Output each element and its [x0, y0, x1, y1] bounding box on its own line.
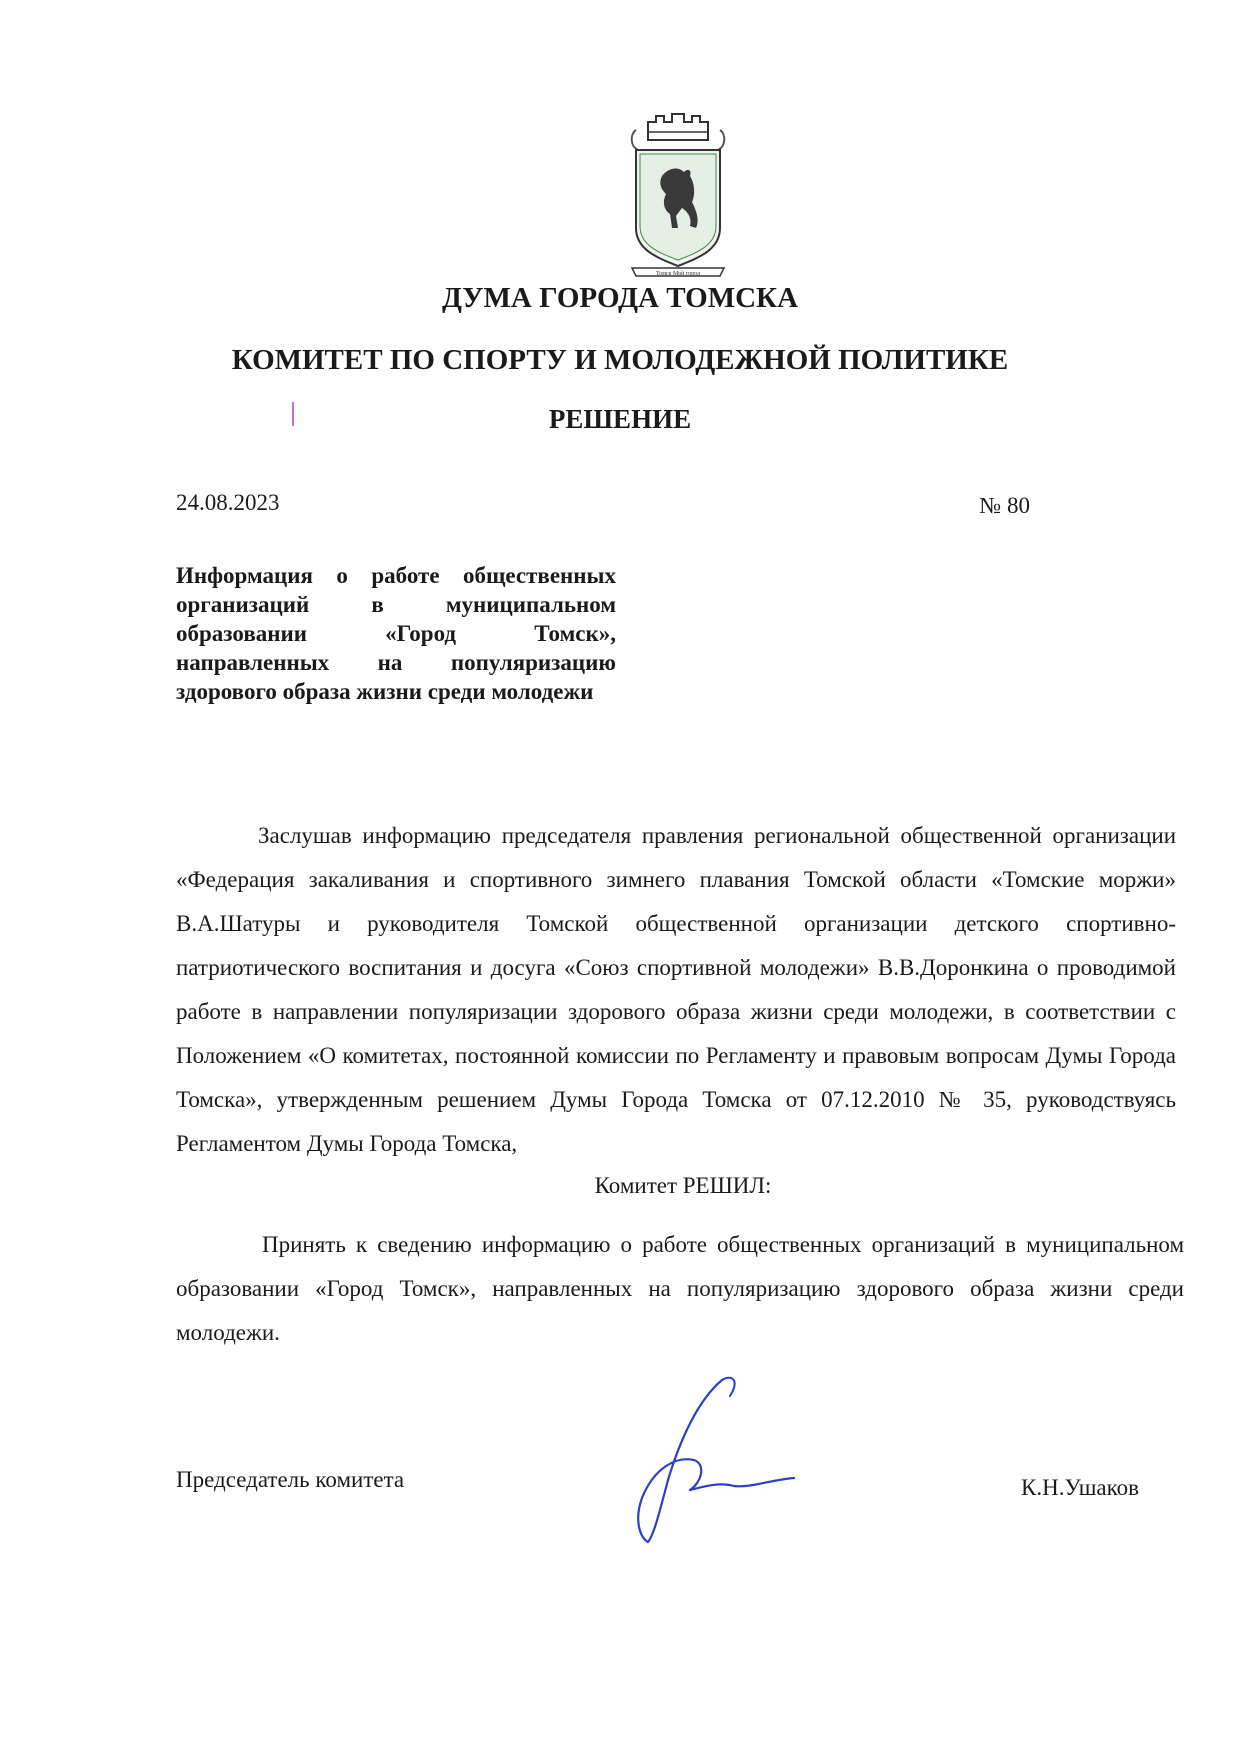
- decision-label: Комитет РЕШИЛ:: [594, 1173, 772, 1198]
- committee-title: КОМИТЕТ ПО СПОРТУ И МОЛОДЕЖНОЙ ПОЛИТИКЕ: [231, 344, 1009, 376]
- document-number: № 80: [979, 493, 1030, 518]
- handwritten-signature-icon: [610, 1370, 800, 1550]
- document-type: РЕШЕНИЕ: [548, 404, 692, 434]
- body-paragraph-2: Принять к сведению информацию о работе общественных организаций в муниципальном образовании «Город Томск», направленных на популяризацию здорового образа жизни среди молодежи.: [176, 1232, 1184, 1345]
- signatory-name: К.Н.Ушаков: [1021, 1475, 1139, 1500]
- signatory-role: Председатель комитета: [176, 1467, 405, 1492]
- body-paragraph-1: Заслушав информацию председателя правления региональной общественной организации «Федерация закаливания и спортивного зимнего плавания Томской области «Томские моржи» В.А.Шатуры и руководителя Томской общественной организации детского спортивно-патриотического воспитания и досуга «Союз спортивной молодежи» В.В.Доронкина о проводимой работе в направлении популяризации здорового образа жизни среди молодежи, в соответствии с Положением «О комитетах, постоянной комиссии по Регламенту и правовым вопросам Думы Города Томска», утвержденным решением Думы Города Томска от 07.12.2010 № 35, руководствуясь Регламентом Думы Города Томска,: [176, 823, 1176, 1156]
- organization-title: ДУМА ГОРОДА ТОМСКА: [441, 282, 799, 314]
- document-subject: Информация о работе общественных организаций в муниципальном образовании «Город Томск», направленных на популяризацию здорового образа жизни среди молодежи: [176, 563, 616, 704]
- document-date: 24.08.2023: [176, 490, 280, 515]
- city-emblem-icon: [626, 110, 730, 280]
- emblem-ribbon-text: Томск Мой город: [655, 271, 701, 277]
